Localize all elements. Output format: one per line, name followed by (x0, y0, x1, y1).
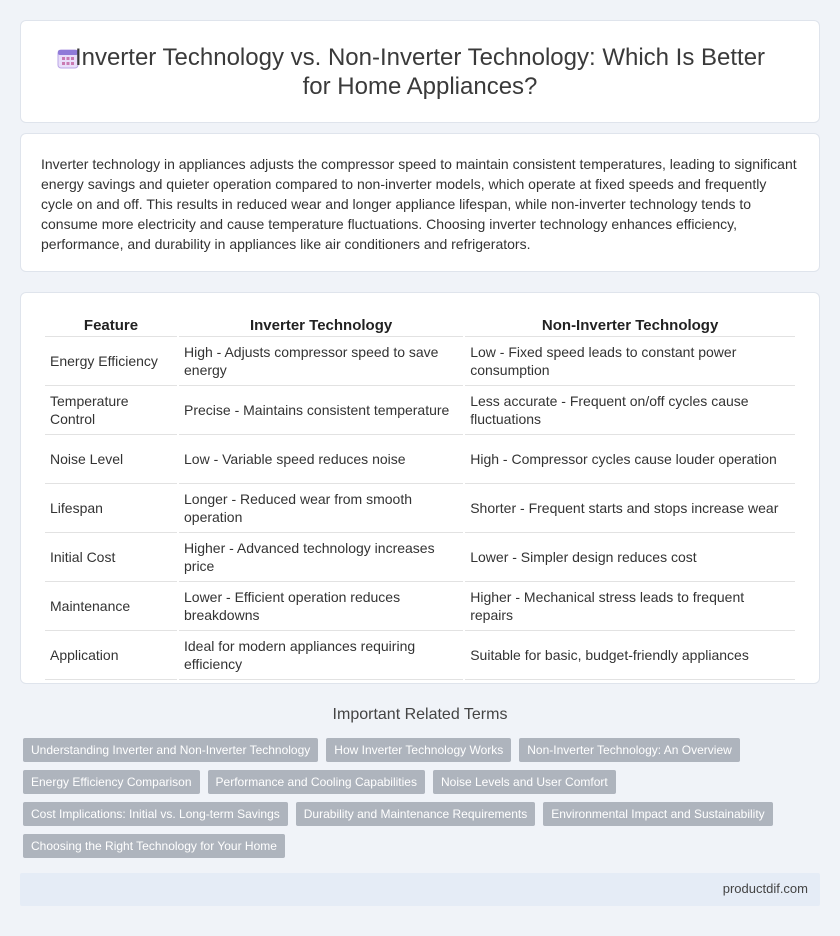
header-non-inverter: Non-Inverter Technology (465, 313, 795, 337)
non-inverter-cell: Shorter - Frequent starts and stops increase wear (465, 484, 795, 533)
inverter-cell: Lower - Efficient operation reduces breakdowns (179, 582, 463, 631)
related-term-tag[interactable]: Noise Levels and User Comfort (433, 770, 616, 794)
related-term-tag[interactable]: Energy Efficiency Comparison (23, 770, 200, 794)
non-inverter-cell: Lower - Simpler design reduces cost (465, 533, 795, 582)
header-card (20, 20, 820, 123)
feature-cell: Temperature Control (45, 386, 177, 435)
comparison-table (43, 313, 797, 680)
table-row (45, 386, 795, 435)
feature-cell: Noise Level (45, 435, 177, 484)
related-term-tag[interactable]: Choosing the Right Technology for Your Home (23, 834, 285, 858)
table-header-row (45, 313, 795, 337)
header-inverter: Inverter Technology (179, 313, 463, 337)
inverter-cell: Longer - Reduced wear from smooth operation (179, 484, 463, 533)
related-term-tag[interactable]: Cost Implications: Initial vs. Long-term Savings (23, 802, 288, 826)
table-row (45, 533, 795, 582)
non-inverter-cell: High - Compressor cycles cause louder operation (465, 435, 795, 484)
intro-paragraph: Inverter technology in appliances adjusts the compressor speed to maintain consistent temperatures, leading to significant energy savings and quieter operation compared to non-inverter models, which operate at fixed speeds and frequently cycle on and off. This results in reduced wear and longer appliance lifespan, while non-inverter technology tends to consume more electricity and cause temperature fluctuations. Choosing inverter technology enhances efficiency, performance, and durability in appliances like air conditioners and refrigerators. (41, 156, 797, 252)
table-row (45, 337, 795, 386)
feature-cell: Application (45, 631, 177, 680)
inverter-cell: High - Adjusts compressor speed to save energy (179, 337, 463, 386)
related-term-tag[interactable]: How Inverter Technology Works (326, 738, 511, 762)
footer (20, 873, 820, 906)
page-title: Inverter Technology vs. Non-Inverter Technology: Which Is Better for Home Appliances? (74, 44, 766, 100)
non-inverter-cell: Higher - Mechanical stress leads to frequent repairs (465, 582, 795, 631)
non-inverter-cell: Suitable for basic, budget-friendly appliances (465, 631, 795, 680)
feature-cell: Energy Efficiency (45, 337, 177, 386)
related-term-tag[interactable]: Environmental Impact and Sustainability (543, 802, 772, 826)
table-row (45, 435, 795, 484)
inverter-cell: Precise - Maintains consistent temperature (179, 386, 463, 435)
related-term-tag[interactable]: Durability and Maintenance Requirements (296, 802, 535, 826)
feature-cell: Initial Cost (45, 533, 177, 582)
inverter-cell: Low - Variable speed reduces noise (179, 435, 463, 484)
feature-cell: Maintenance (45, 582, 177, 631)
inverter-cell: Ideal for modern appliances requiring efficiency (179, 631, 463, 680)
intro-card (20, 133, 820, 272)
inverter-cell: Higher - Advanced technology increases price (179, 533, 463, 582)
footer-site-link[interactable]: productdif.com (722, 881, 808, 896)
related-term-tag[interactable]: Understanding Inverter and Non-Inverter Technology (23, 738, 318, 762)
table-row (45, 631, 795, 680)
related-term-tag[interactable]: Non-Inverter Technology: An Overview (519, 738, 740, 762)
comparison-table-card (20, 292, 820, 684)
non-inverter-cell: Less accurate - Frequent on/off cycles cause fluctuations (465, 386, 795, 435)
table-row (45, 582, 795, 631)
related-terms-title: Important Related Terms (332, 706, 508, 723)
header-feature: Feature (45, 313, 177, 337)
feature-cell: Lifespan (45, 484, 177, 533)
table-row (45, 484, 795, 533)
related-term-tag[interactable]: Performance and Cooling Capabilities (208, 770, 425, 794)
related-terms-list (23, 738, 813, 858)
non-inverter-cell: Low - Fixed speed leads to constant power consumption (465, 337, 795, 386)
